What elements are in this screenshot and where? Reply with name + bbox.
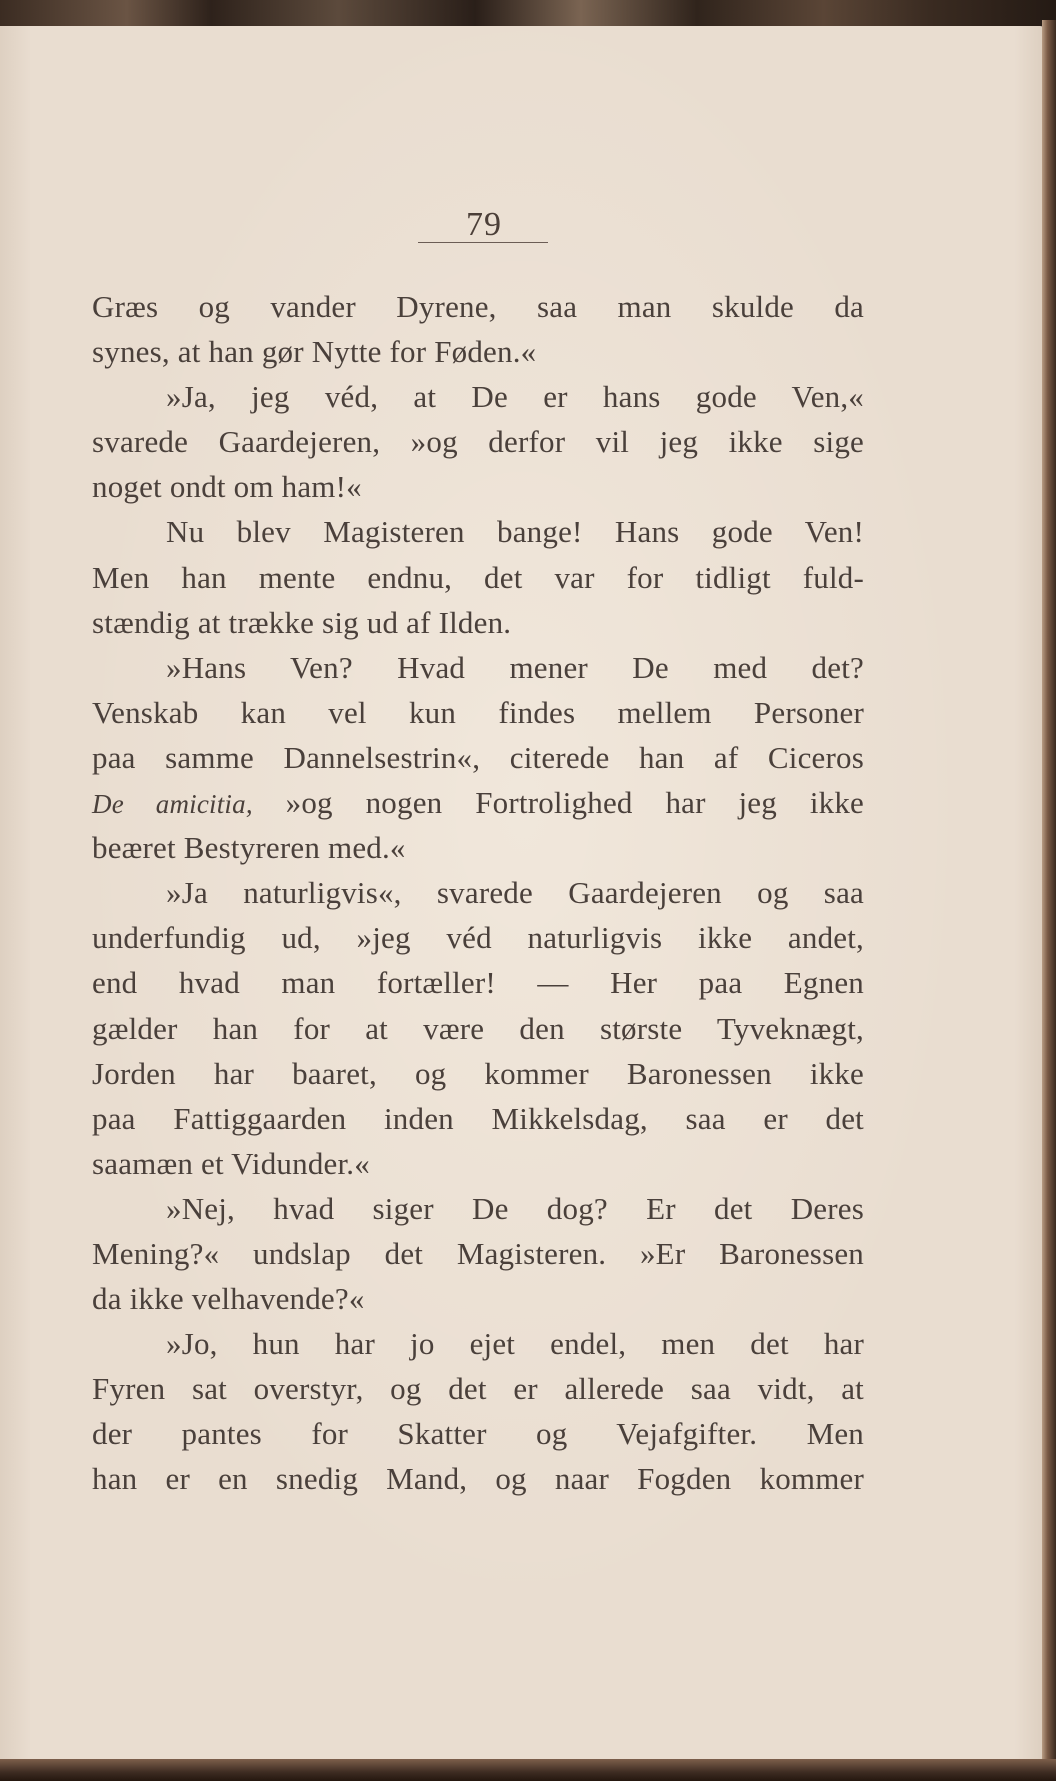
text-line: stændig at trække sig ud af Ilden. bbox=[92, 604, 512, 640]
text-line: Græs og vander Dyrene, saa man skulde da bbox=[92, 289, 864, 324]
page-number: 79 bbox=[466, 206, 502, 243]
text-line-with-title bbox=[92, 780, 864, 825]
text-line: da ikke velhavende?« bbox=[92, 1281, 365, 1317]
text-line: synes, at han gør Nytte for Føden.« bbox=[92, 334, 537, 370]
text-line-rest: »og nogen Fortrolighed har jeg ikke bbox=[285, 785, 864, 821]
text-line: »Nej, hvad siger De dog? Er det Deres bbox=[166, 1190, 864, 1226]
text-line: Mening?« undslap det Magisteren. »Er Baronessen bbox=[92, 1235, 864, 1271]
text-line: »Ja naturligvis«, svarede Gaardejeren og saa bbox=[166, 875, 864, 911]
page-number-rule bbox=[418, 242, 548, 243]
text-line: Nu blev Magisteren bange! Hans gode Ven! bbox=[166, 514, 864, 550]
body-text bbox=[92, 284, 864, 1502]
text-line: paa samme Dannelsestrin«, citerede han af Ciceros bbox=[92, 739, 864, 775]
text-line: noget ondt om ham!« bbox=[92, 469, 362, 505]
text-line: han er en snedig Mand, og naar Fogden kommer bbox=[92, 1461, 864, 1497]
text-line: end hvad man fortæller! — Her paa Egnen bbox=[92, 965, 864, 1001]
latin-title: De amicitia, bbox=[92, 789, 253, 820]
book-edge-right bbox=[1042, 20, 1056, 1781]
book-page bbox=[0, 26, 1046, 1760]
text-line: »Hans Ven? Hvad mener De med det? bbox=[166, 649, 864, 685]
text-line: Men han mente endnu, det var for tidligt fuld- bbox=[92, 559, 864, 595]
text-line: Fyren sat overstyr, og det er allerede saa vidt, at bbox=[92, 1371, 864, 1407]
text-line: saamæn et Vidunder.« bbox=[92, 1145, 370, 1181]
text-line: gælder han for at være den største Tyveknægt, bbox=[92, 1010, 864, 1046]
text-line: underfundig ud, »jeg véd naturligvis ikke andet, bbox=[92, 920, 864, 956]
text-line: »Ja, jeg véd, at De er hans gode Ven,« bbox=[166, 379, 864, 415]
text-line: svarede Gaardejeren, »og derfor vil jeg ikke sige bbox=[92, 424, 864, 460]
text-line: paa Fattiggaarden inden Mikkelsdag, saa er det bbox=[92, 1100, 864, 1136]
book-edge-bottom bbox=[0, 1759, 1056, 1781]
text-line: beæret Bestyreren med.« bbox=[92, 830, 406, 866]
text-line: »Jo, hun har jo ejet endel, men det har bbox=[166, 1326, 864, 1362]
text-line: Venskab kan vel kun findes mellem Personer bbox=[92, 694, 864, 730]
text-line: Jorden har baaret, og kommer Baronessen ikke bbox=[92, 1055, 864, 1091]
text-line: der pantes for Skatter og Vejafgifter. Men bbox=[92, 1416, 864, 1452]
